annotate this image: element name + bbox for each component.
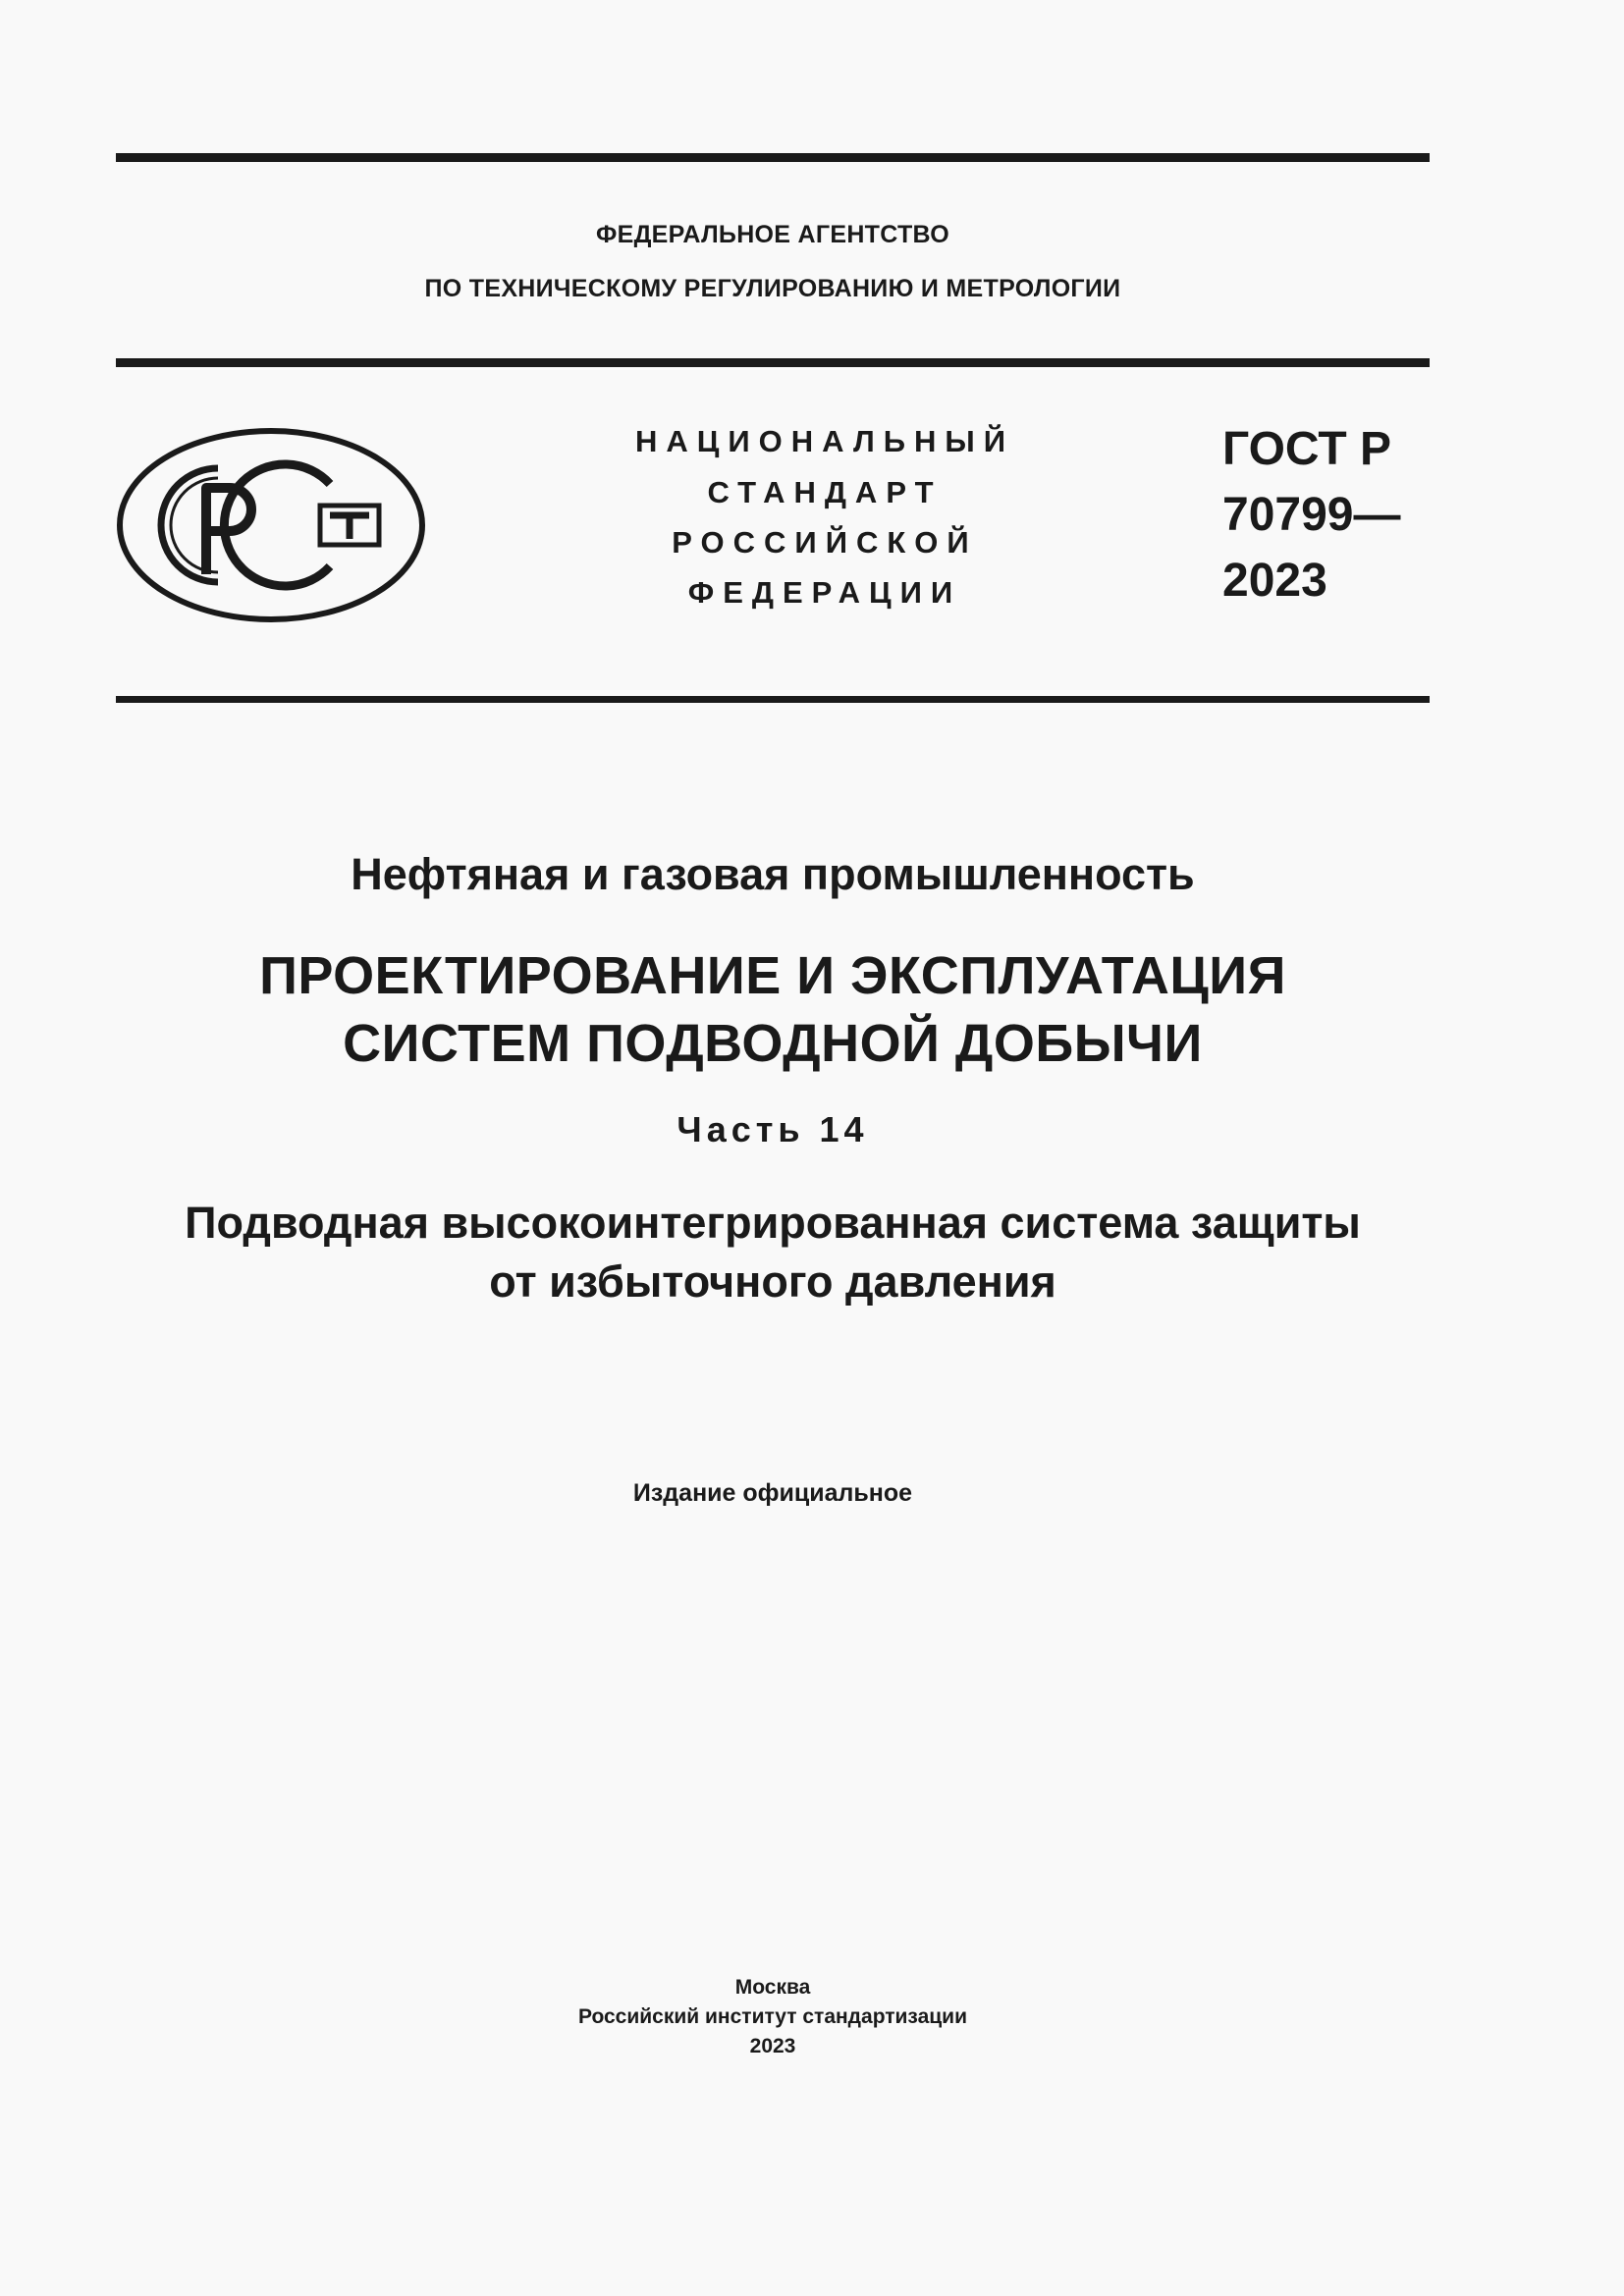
document-subtitle-line-2: от избыточного давления: [489, 1256, 1056, 1307]
standard-type-line-2: СТАНДАРТ: [707, 475, 943, 509]
top-rule: [116, 153, 1430, 162]
document-title-line-1: ПРОЕКТИРОВАНИЕ И ЭКСПЛУАТАЦИЯ: [259, 946, 1286, 1005]
agency-name-line-2: ПО ТЕХНИЧЕСКОМУ РЕГУЛИРОВАНИЮ И МЕТРОЛОГИИ: [424, 275, 1121, 302]
section-rule: [116, 696, 1430, 703]
edition-label: Издание официальное: [632, 1479, 913, 1507]
standard-type-line-3: РОССИЙСКОЙ: [672, 525, 978, 560]
designation-line-3: 2023: [1222, 555, 1327, 607]
header-rule: [116, 358, 1430, 367]
designation-line-2: 70799—: [1222, 489, 1401, 541]
designation-line-1: ГОСТ Р: [1222, 423, 1392, 475]
agency-name-line-1: ФЕДЕРАЛЬНОЕ АГЕНТСТВО: [595, 221, 950, 248]
document-subtitle-line-1: Подводная высокоинтегрированная система защиты: [185, 1198, 1361, 1248]
industry-heading: Нефтяная и газовая промышленность: [351, 849, 1195, 899]
standard-type-line-4: ФЕДЕРАЦИИ: [687, 575, 962, 610]
rst-certification-mark-icon: [116, 427, 426, 623]
publisher-year: 2023: [749, 2035, 796, 2057]
publisher-organization: Российский институт стандартизации: [577, 2005, 968, 2028]
part-number: Часть 14: [677, 1109, 869, 1149]
document-title-line-2: СИСТЕМ ПОДВОДНОЙ ДОБЫЧИ: [343, 1014, 1203, 1073]
standard-type-line-1: НАЦИОНАЛЬНЫЙ: [634, 424, 1015, 458]
publisher-city: Москва: [734, 1976, 811, 1999]
